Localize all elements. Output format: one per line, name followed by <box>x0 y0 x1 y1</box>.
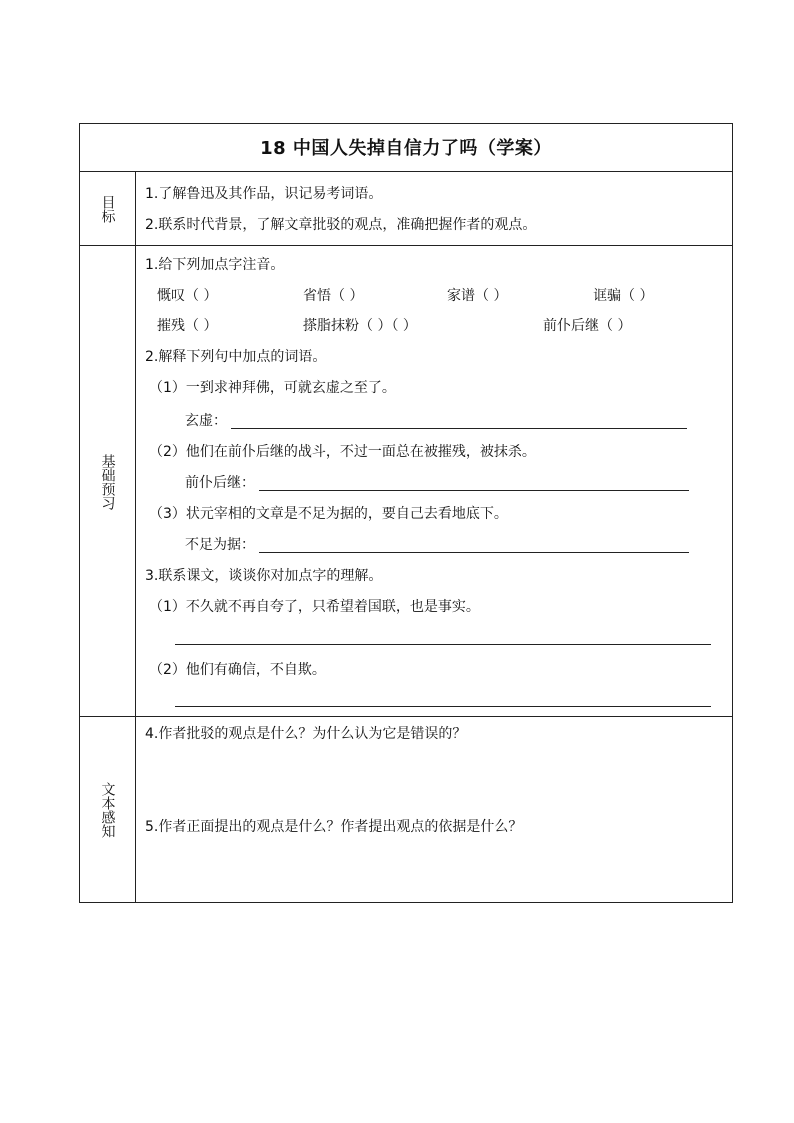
goals-row <box>80 171 732 246</box>
page-title: 18 中国人失掉自信力了吗（学案） <box>260 138 552 159</box>
question-4: 4.作者批驳的观点是什么？为什么认为它是错误的？ <box>145 726 467 742</box>
question-2-heading: 2.解释下列句中加点的词语。 <box>145 349 327 365</box>
answer-line <box>231 428 687 429</box>
question-2-sentence: （3）状元宰相的文章是不足为据的，要自己去看地底下。 <box>149 506 508 522</box>
reading-label-cell <box>80 717 136 902</box>
worksheet-table <box>79 123 733 903</box>
preview-content <box>137 246 732 717</box>
term-label: 前仆后继： <box>185 475 255 491</box>
reading-row <box>80 716 732 902</box>
pinyin-item: 诓骗（ ） <box>593 288 654 304</box>
goals-content <box>137 172 732 246</box>
reading-content <box>137 717 732 902</box>
question-3-sentence: （1）不久就不再自夸了，只希望着国联，也是事实。 <box>149 599 480 615</box>
goals-label-cell <box>80 172 136 246</box>
question-3-heading: 3.联系课文，谈谈你对加点字的理解。 <box>145 568 383 584</box>
goal-item: 2.联系时代背景，了解文章批驳的观点，准确把握作者的观点。 <box>145 217 537 233</box>
pinyin-item: 家谱（ ） <box>447 288 508 304</box>
question-1-heading: 1.给下列加点字注音。 <box>145 257 285 273</box>
goal-item: 1.了解鲁迅及其作品，识记易考词语。 <box>145 186 383 202</box>
pinyin-item: 搽脂抹粉（ ）（ ） <box>303 318 417 334</box>
question-3-sentence: （2）他们有确信，不自欺。 <box>149 662 326 678</box>
pinyin-item: 前仆后继（ ） <box>543 318 632 334</box>
answer-line <box>175 644 711 645</box>
preview-row <box>80 245 732 717</box>
answer-line <box>259 552 689 553</box>
question-5: 5.作者正面提出的观点是什么？作者提出观点的依据是什么？ <box>145 819 523 835</box>
pinyin-item: 慨叹（ ） <box>157 288 218 304</box>
answer-line <box>259 490 689 491</box>
preview-label: 基础预习 <box>99 453 116 510</box>
answer-line <box>175 706 711 707</box>
term-label: 玄虚： <box>185 413 227 429</box>
reading-label: 文本感知 <box>99 781 116 838</box>
term-label: 不足为据： <box>185 537 255 553</box>
goals-label: 目标 <box>99 195 116 223</box>
preview-label-cell <box>80 246 136 717</box>
pinyin-item: 摧残（ ） <box>157 318 218 334</box>
question-2-sentence: （1）一到求神拜佛，可就玄虚之至了。 <box>149 380 396 396</box>
question-2-sentence: （2）他们在前仆后继的战斗，不过一面总在被摧残，被抹杀。 <box>149 444 536 460</box>
pinyin-item: 省悟（ ） <box>303 288 364 304</box>
